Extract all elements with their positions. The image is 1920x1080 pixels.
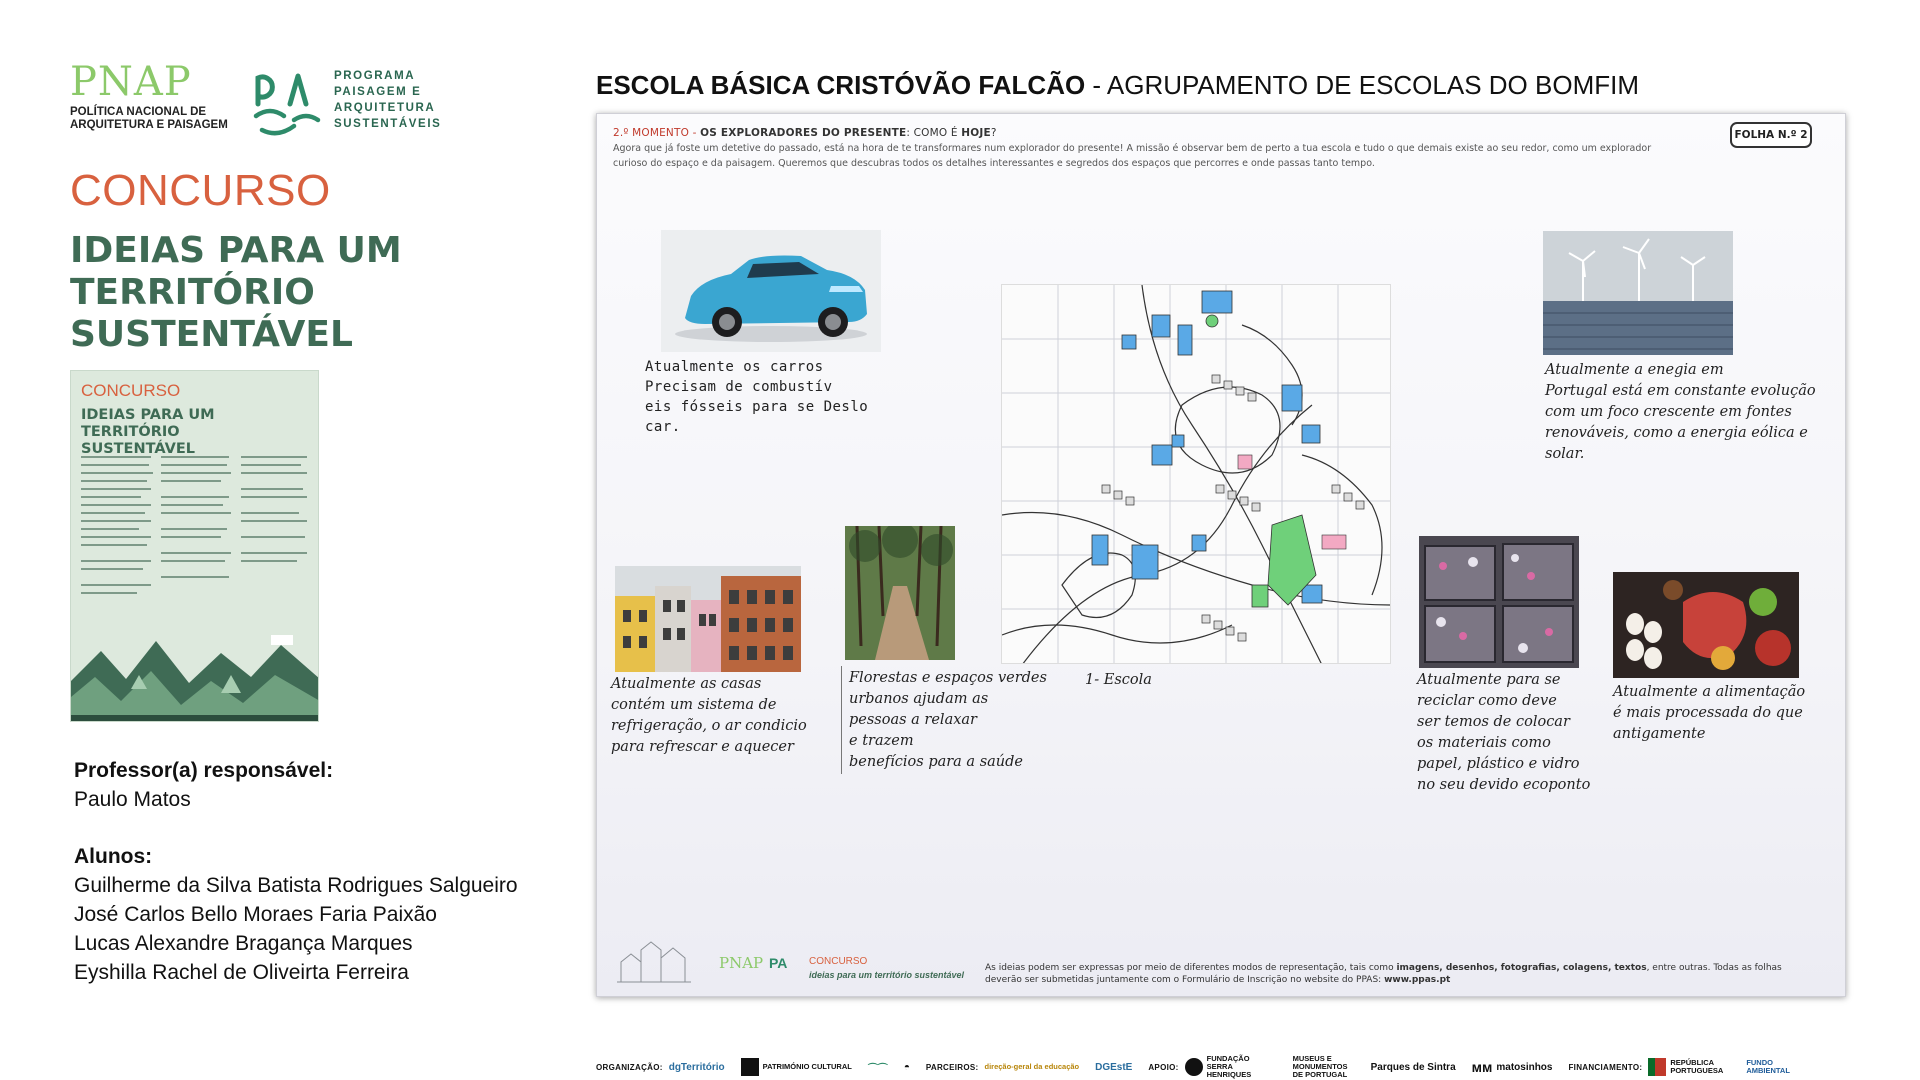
contest-label: CONCURSO [70, 166, 331, 215]
fundacao-mark-icon [1185, 1058, 1203, 1076]
contest-title-line-3: SUSTENTÁVEL [70, 314, 353, 355]
partners-label: PARCEIROS: [925, 1062, 979, 1072]
patrimonio-cultural-logo [741, 1058, 852, 1076]
forest-path-illustration-icon [845, 526, 955, 660]
caption-divider [841, 666, 842, 774]
dgterritorio-logo: dgTerritório [668, 1061, 725, 1073]
funding-label: FINANCIAMENTO: [1568, 1062, 1643, 1072]
moment-question: : COMO É [906, 127, 962, 139]
energy-caption: Atualmente a enegia em Portugal está em constante evolução com um foco crescente em fontes renováveis, como a energia eólica e solar. [1545, 362, 1816, 462]
dgeste-logo: DGEstE [1095, 1061, 1133, 1073]
recycling-caption: Atualmente para se reciclar como deve ser temos de colocar os materiais como papel, plástico e vidro no seu devido ecoponto [1417, 672, 1591, 793]
school-area-map-icon [1002, 285, 1391, 664]
poster-label: CONCURSO [81, 381, 181, 400]
svg-text:PA: PA [769, 955, 788, 971]
footer-url-link[interactable]: www.ppas.pt [1384, 975, 1451, 985]
teacher-heading: Professor(a) responsável: [74, 759, 334, 782]
map-drawing [1001, 284, 1391, 664]
student-name: Lucas Alexandre Bragança Marques [74, 932, 413, 955]
fundo-ambiental-logo: FUNDO AMBIENTAL [1746, 1058, 1790, 1075]
pnap-wordmark: PNAP [70, 59, 192, 105]
poster-mountains-illustration [71, 601, 319, 721]
renewable-energy-photo [1543, 231, 1733, 355]
footer-note-bold: imagens, desenhos, fotografias, colagens, textos [1396, 963, 1647, 973]
dge-logo: direção-geral da educação [984, 1062, 1080, 1071]
pnap-logo [70, 59, 228, 132]
sheet-description: Agora que já foste um detetive do passado, está na hora de te transformares num explorador do presente! A missão é observar bem de perto a tua escola e tudo o que demais existe ao seu redor, como um explorador curioso do espaço e da paisagem. Queremos que descubras todos os detalhes interessantes e segredos dos espaços que percorres e onde passas tanto tempo. [613, 143, 1652, 169]
car-illustration-icon [661, 230, 881, 352]
ppas-line-4: SUSTENTÁVEIS [334, 118, 442, 130]
contest-poster-thumbnail [70, 370, 319, 722]
museus-monumentos-logo: MUSEUS E MONUMENTOS DE PORTUGAL [1292, 1054, 1348, 1079]
org-logo-2: ⌒⌒ [867, 1063, 888, 1075]
organization-label: ORGANIZAÇÃO: [596, 1062, 663, 1072]
sheet-footer-ideias: ideias para um território sustentável [809, 970, 965, 980]
poster-title-line-2: TERRITÓRIO SUSTENTÁVEL [81, 424, 195, 457]
fundacao-serra-henriques-logo [1185, 1055, 1277, 1079]
school-group: - AGRUPAMENTO DE ESCOLAS DO BOMFIM [1085, 70, 1639, 100]
moment-title: OS EXPLORADORES DO PRESENTE [700, 127, 907, 139]
org-logo-3: ◓ [903, 1061, 910, 1073]
republica-portuguesa-logo [1648, 1058, 1730, 1076]
matosinhos-text: matosinhos [1496, 1061, 1553, 1073]
food-items-illustration-icon [1613, 572, 1799, 678]
patrimonio-cultural-text: PATRIMÓNIO CULTURAL [762, 1062, 852, 1071]
student-name: José Carlos Bello Moraes Faria Paixão [74, 903, 437, 926]
sheet-number-badge: FOLHA N.º 2 [1730, 122, 1812, 148]
wind-solar-illustration-icon [1543, 231, 1733, 355]
ppas-line-2: PAISAGEM E [334, 86, 422, 98]
forest-photo [845, 526, 955, 660]
ppas-logo-icon [252, 64, 328, 136]
food-photo [1613, 572, 1799, 678]
houses-photo [615, 566, 801, 672]
sheet-footer-note [985, 962, 1815, 986]
flag-icon [1648, 1058, 1666, 1076]
houses-caption: Atualmente as casas contém um sistema de refrigeração, o ar condicio para refrescar e aquecer [611, 676, 807, 755]
moment-end: ? [990, 127, 997, 139]
matosinhos-logo [1472, 1059, 1553, 1075]
sheet-moment-title [613, 127, 997, 139]
moment-hoje: HOJE [961, 127, 991, 139]
green-spaces-caption: Florestas e espaços verdes urbanos ajudam as pessoas a relaxar e trazem benefícios para a saúde [849, 670, 1047, 770]
recycling-bales-illustration-icon [1419, 536, 1579, 668]
food-caption: Atualmente a alimentação é mais processada do que antigamente [1613, 684, 1806, 742]
teacher-name: Paulo Matos [74, 788, 191, 811]
support-label: APOIO: [1148, 1062, 1179, 1072]
students-heading: Alunos: [74, 845, 153, 868]
school-caption: 1- Escola [1085, 672, 1152, 688]
ppas-line-3: ARQUITETURA [334, 102, 436, 114]
footer-note-part-1: As ideias podem ser expressas por meio de diferentes modos de representação, tais como [985, 963, 1397, 973]
pnap-subtitle-1: POLÍTICA NACIONAL DE [70, 106, 207, 118]
student-name: Eyshilla Rachel de Oliveirta Ferreira [74, 961, 409, 984]
contest-title-line-1: IDEIAS PARA UM [70, 230, 402, 271]
ppas-wordmark [334, 68, 441, 132]
worksheet-scan [596, 113, 1846, 997]
sponsors-strip [596, 1052, 1856, 1080]
student-name: Guilherme da Silva Batista Rodrigues Salgueiro [74, 874, 518, 897]
recycling-photo [1419, 536, 1579, 668]
contest-title-line-2: TERRITÓRIO [70, 272, 315, 313]
matosinhos-mark-icon: ᴍᴍ [1471, 1059, 1493, 1075]
pnap-subtitle-2: ARQUITETURA E PAISAGEM [70, 119, 228, 131]
republica-text: REPÚBLICA PORTUGUESA [1670, 1058, 1724, 1075]
parques-de-sintra-logo: Parques de Sintra [1370, 1061, 1456, 1073]
school-name: ESCOLA BÁSICA CRISTÓVÃO FALCÃO [596, 70, 1086, 100]
contest-title [70, 230, 430, 356]
ppas-line-1: PROGRAMA [334, 70, 416, 82]
fundacao-text: FUNDAÇÃO SERRA HENRIQUES [1206, 1054, 1252, 1079]
car-caption: Atualmente os carros Precisam de combustív eis fósseis para se Deslo car. [645, 359, 869, 435]
houses-illustration-icon [615, 566, 801, 672]
moment-prefix: 2.º MOMENTO - [613, 127, 701, 139]
footer-note-part-2: , entre outras. Todas as folhas deverão ser submetidas juntamente com o Formulário de Inscrição no website do PPAS: [985, 963, 1782, 985]
header-logos [70, 59, 490, 142]
poster-title-line-1: IDEIAS PARA UM [81, 407, 215, 423]
car-photo [661, 230, 881, 352]
ppas-logo [252, 64, 441, 136]
patrimonio-mark-icon [741, 1058, 759, 1076]
school-title [596, 70, 1639, 101]
team-info [74, 756, 518, 987]
sheet-footer-concurso: CONCURSO [809, 956, 868, 967]
svg-text:PNAP: PNAP [719, 954, 764, 972]
